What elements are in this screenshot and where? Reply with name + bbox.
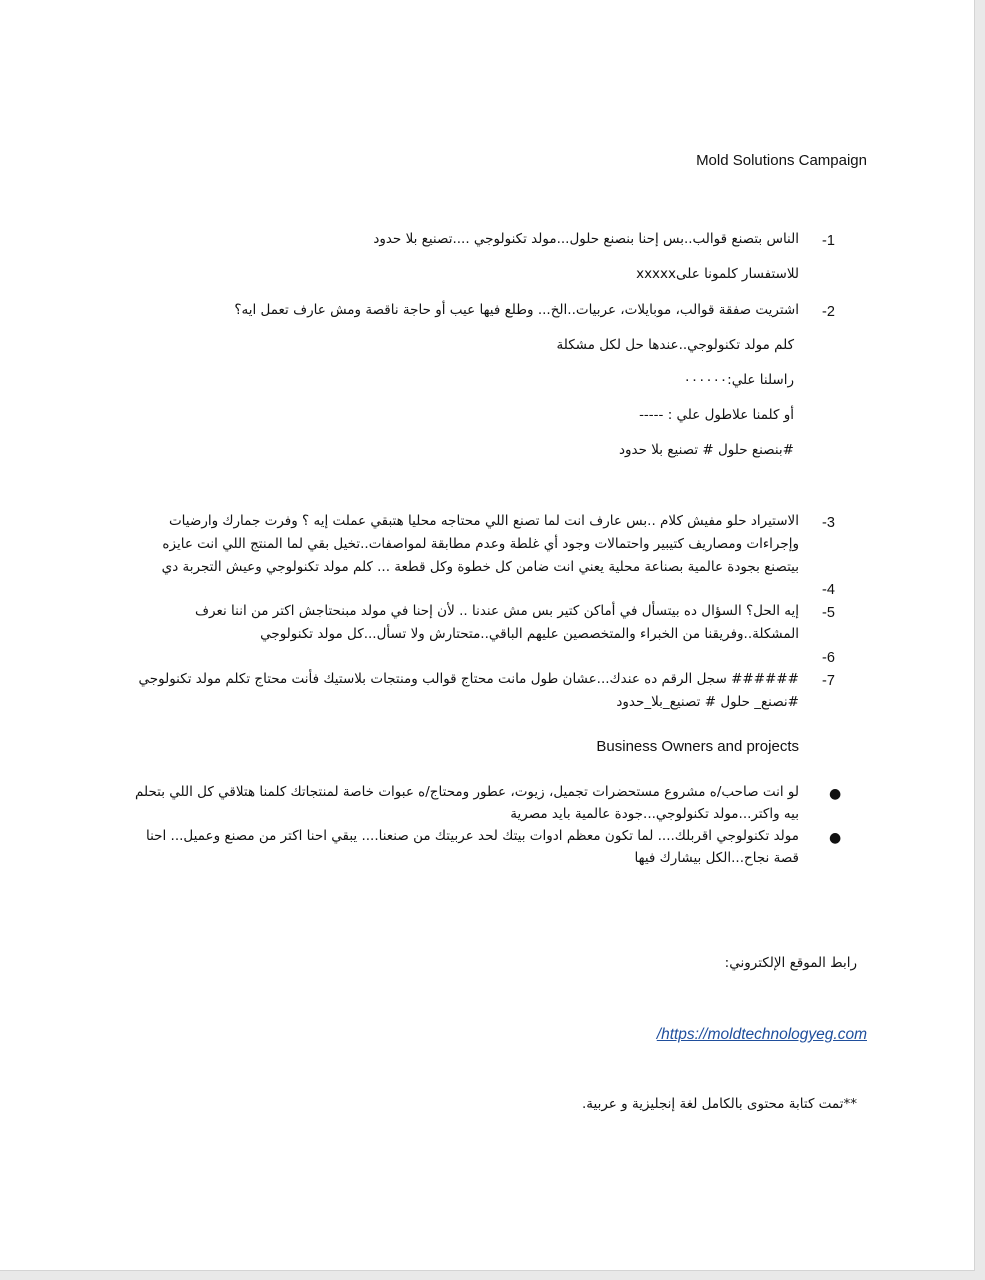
item-3-line-2: وإجراءات ومصاريف كتيبير واحتمالات وجود أي غلطة وعدم مطابقة لمواصفات..تخيل بقي لما المنتج اللي انت عايزه bbox=[162, 536, 799, 552]
item-1-line-1: الناس بتصنع قوالب..بس إحنا بنصنع حلول...مولد تكنولوجي ....تصنيع بلا حدود bbox=[373, 231, 799, 247]
item-1-line-2: للاستفسار كلمونا علىxxxxx bbox=[636, 266, 799, 282]
list-number: -6 bbox=[822, 650, 835, 666]
item-7-line-1: ###### سجل الرقم ده عندك...عشان طول مانت محتاج قوالب ومنتجات بلاستيك فأنت محتاج تكلم مولد تكنولوجي bbox=[138, 671, 799, 687]
item-3-line-3: بيتصنع بجودة عالمية بصناعة محلية يعني انت ضامن كل خطوة وكل قطعة ... كلم مولد تكنولوجي وعيش التجربة دي bbox=[161, 559, 799, 575]
bullet-2-line-2: قصة نجاح...الكل بيشارك فيها bbox=[634, 850, 799, 866]
item-5-line-2: المشكلة..وفريقنا من الخبراء والمتخصصين عليهم الباقي..متحتارش ولا تسأل...كل مولد تكنولوجي bbox=[260, 626, 799, 642]
item-7-line-2: #نصنع_ حلول # تصنيع_بلا_حدود bbox=[616, 694, 799, 710]
bullet-icon: ● bbox=[829, 830, 842, 846]
bullet-1-line-1: لو انت صاحب/ه مشروع مستحضرات تجميل، زيوت، عطور ومحتاج/ه عبوات خاصة لمنتجاتك كلمنا هتلاقي كل اللي بتحلم bbox=[135, 784, 799, 800]
bullet-1-line-2: بيه واكتر...مولد تكنولوجي...جودة عالمية بايد مصرية bbox=[510, 806, 799, 822]
list-number: -3 bbox=[822, 515, 835, 531]
item-2-line-5: #بنصنع حلول # تصنيع بلا حدود bbox=[618, 442, 794, 458]
website-link[interactable]: /https://moldtechnologyeg.com bbox=[656, 1026, 867, 1043]
list-number: -7 bbox=[822, 673, 835, 689]
bullet-icon: ● bbox=[829, 786, 842, 802]
website-label: رابط الموقع الإلكتروني: bbox=[724, 955, 857, 971]
item-3-line-1: الاستيراد حلو مفيش كلام ..بس عارف انت لما تصنع اللي محتاجه محليا هتبقي عملت إيه ؟ وفرت جمارك وارضيات bbox=[168, 513, 799, 529]
document-title: Mold Solutions Campaign bbox=[696, 152, 867, 169]
footnote: **تمت كتابة محتوى بالكامل لغة إنجليزية و عربية. bbox=[582, 1096, 857, 1112]
list-number: -1 bbox=[822, 233, 835, 249]
item-2-line-4: أو كلمنا علاطول علي : ----- bbox=[639, 407, 794, 423]
item-2-line-1: اشتريت صفقة قوالب، موبايلات، عربيات..الخ... وطلع فيها عيب أو حاجة ناقصة ومش عارف تعمل ايه؟ bbox=[234, 302, 799, 318]
item-2-line-2: كلم مولد تكنولوجي..عندها حل لكل مشكلة bbox=[556, 337, 794, 353]
item-5-line-1: إيه الحل؟ السؤال ده بيتسأل في أماكن كتير بس مش عندنا .. لأن إحنا في مولد مبنحتاجش اكتر من اننا نعرف bbox=[195, 603, 799, 619]
list-number: -5 bbox=[822, 605, 835, 621]
list-number: -2 bbox=[822, 304, 835, 320]
item-2-line-3: راسلنا علي:٠٠٠٠٠٠ bbox=[683, 372, 794, 388]
bullet-2-line-1: مولد تكنولوجي اقربلك.... لما تكون معظم ادوات بيتك لحد عربيتك من صنعنا.... يبقي احنا اكتر من مصنع وعميل... احنا bbox=[145, 828, 799, 844]
list-number: -4 bbox=[822, 582, 835, 598]
section-heading: Business Owners and projects bbox=[596, 738, 799, 755]
